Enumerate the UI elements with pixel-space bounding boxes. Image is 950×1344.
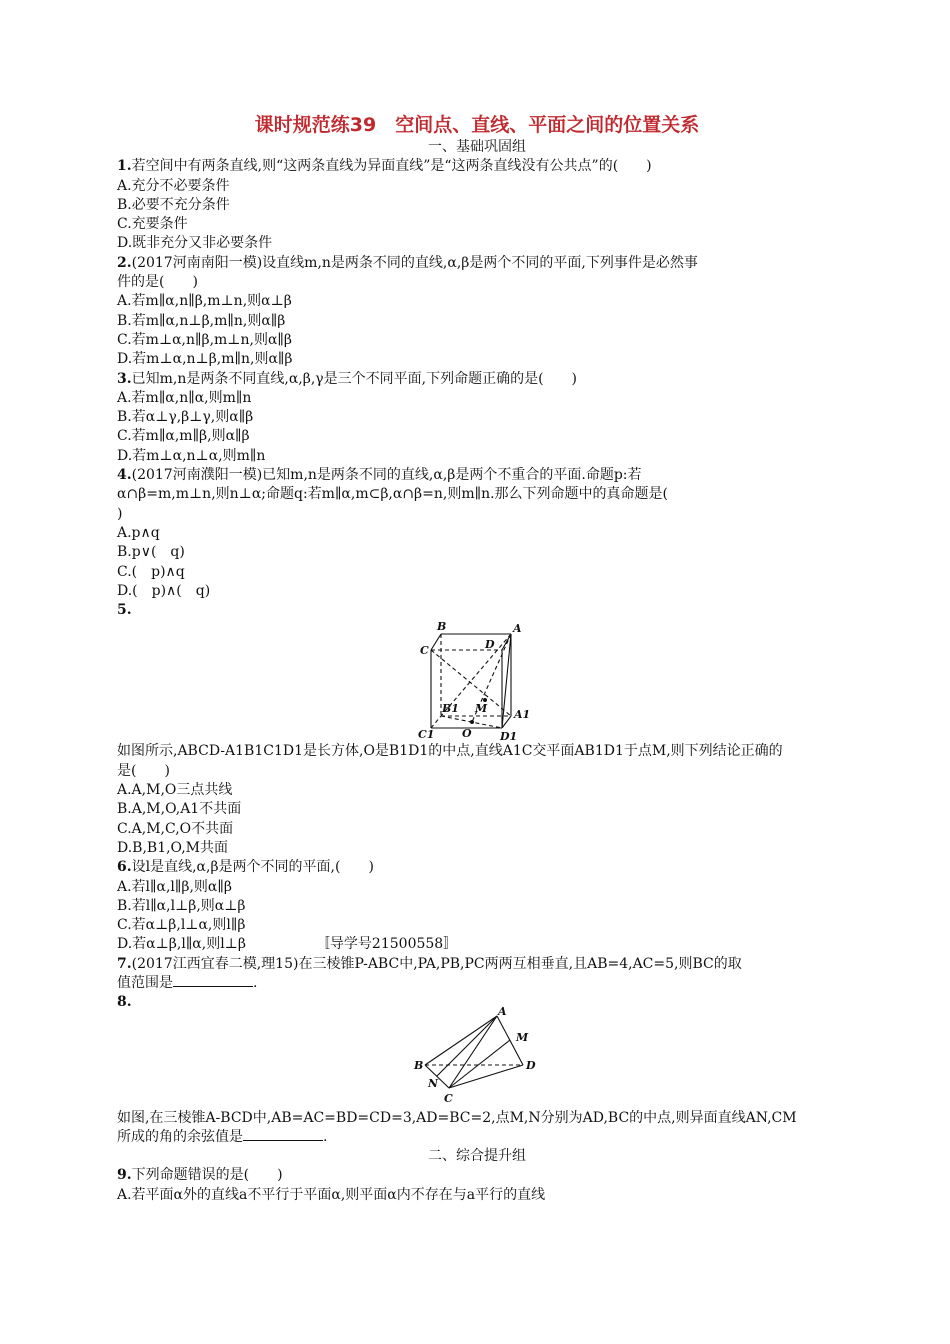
question-6-option-b: B.若l∥α,l⊥β,则α⊥β [117,897,246,914]
question-1-option-b: B.必要不充分条件 [117,196,230,213]
question-5-stem-continued: 是( ) [117,762,170,779]
question-4-option-d: D.( p)∧( q) [117,582,211,599]
question-number: 7. [117,955,132,972]
label-c: C [444,1091,453,1105]
label-d: D [526,1058,536,1072]
question-4-stem [117,466,837,485]
label-d: D [485,638,495,652]
question-number: 1. [117,158,132,175]
question-text: 值范围是 [117,974,173,991]
question-8-stem: 如图,在三棱锥A-BCD中,AB=AC=BD=CD=3,AD=BC=2,点M,N分别为AD,BC的中点,则异面直线AN,CM [117,1109,797,1126]
question-2-option-a: A.若m∥α,n∥β,m⊥n,则α⊥β [117,293,292,310]
question-3-option-d: D.若m⊥α,n⊥α,则m∥n [117,447,266,464]
page-title: 课时规范练39 空间点、直线、平面之间的位置关系 [254,114,700,136]
option-text: D.若α⊥β,l∥α,则l⊥β [117,936,246,953]
label-a: A [513,622,522,636]
question-2-stem-continued: 件的是( ) [117,274,198,291]
question-5-option-a: A.A,M,O三点共线 [117,782,233,799]
question-5-option-c: C.A,M,C,O不共面 [117,820,234,837]
question-3-option-c: C.若m∥α,m∥β,则α∥β [117,428,250,445]
label-c1: C1 [418,728,435,742]
question-text: 若空间中有两条直线,则“这两条直线为异面直线”是“这两条直线没有公共点”的( ) [131,158,652,175]
question-number: 5. [117,602,132,619]
question-5-number [117,601,837,620]
question-1-option-d: D.既非充分又非必要条件 [117,235,273,252]
label-b: B [437,620,447,634]
answer-blank[interactable] [243,1128,323,1141]
tetrahedron-diagram [117,1004,837,1109]
question-2-stem [117,254,837,273]
cuboid-diagram [117,620,837,742]
document-page [117,112,837,1205]
question-number: 4. [117,467,132,484]
question-5-stem: 如图所示,ABCD-A1B1C1D1是长方体,O是B1D1的中点,直线A1C交平面AB1D1于点M,则下列结论正确的 [117,743,783,760]
label-b: B [414,1058,424,1072]
question-6-option-c: C.若α⊥β,l⊥α,则l∥β [117,917,246,934]
question-number: 3. [117,370,132,387]
question-text: . [253,974,258,991]
label-m: M [516,1030,529,1044]
question-2-option-d: D.若m⊥α,n⊥β,m∥n,则α∥β [117,351,293,368]
question-text: (2017江西宜春二模,理15)在三棱锥P-ABC中,PA,PB,PC两两互相垂直,且AB=4,AC=5,则BC的取 [131,955,742,972]
question-4-stem-continued: α∩β=m,m⊥n,则n⊥α;命题q:若m∥α,m⊂β,α∩β=n,则m∥n.那么下列命题中的真命题是( [117,486,669,503]
question-3-stem [117,370,837,389]
question-text: (2017河南濮阳一模)已知m,n是两条不同的直线,α,β是两个不重合的平面.命题p:若 [131,467,642,484]
question-6-option-d [117,935,837,954]
label-d1: D1 [500,730,518,744]
question-6-option-a: A.若l∥α,l∥β,则α∥β [117,878,232,895]
question-2-option-c: C.若m⊥α,n∥β,m⊥n,则α∥β [117,331,292,348]
label-b1: B1 [442,702,459,716]
question-3-option-a: A.若m∥α,n∥α,则m∥n [117,389,252,406]
question-5-option-b: B.A,M,O,A1不共面 [117,801,242,818]
label-a: A [498,1004,507,1018]
question-1-option-c: C.充要条件 [117,216,188,233]
question-number: 6. [117,859,132,876]
label-o: O [462,727,472,741]
question-9-option-a: A.若平面α外的直线a不平行于平面α,则平面α内不存在与a平行的直线 [117,1186,546,1203]
section-heading-basic: 一、基础巩固组 [428,139,526,155]
question-1-stem [117,157,837,176]
question-text: 所成的角的余弦值是 [117,1128,243,1145]
question-text: 下列命题错误的是( ) [131,1167,283,1184]
question-6-stem [117,858,837,877]
label-a1: A1 [514,708,531,722]
question-4-option-c: C.( p)∧q [117,563,185,580]
guide-reference: 〚导学号21500558〛 [315,936,458,953]
cuboid-figure [117,620,837,742]
question-7-stem-continued [117,974,837,993]
question-number: 8. [117,994,132,1011]
question-text: . [323,1128,328,1145]
label-m: M [475,702,488,716]
question-text: 已知m,n是两条不同直线,α,β,γ是三个不同平面,下列命题正确的是( ) [131,370,578,387]
question-8-stem-continued [117,1128,837,1147]
question-3-option-b: B.若α⊥γ,β⊥γ,则α∥β [117,409,254,426]
question-4-option-a: A.p∧q [117,524,160,541]
question-1-option-a: A.充分不必要条件 [117,177,230,194]
question-8-number [117,993,837,1012]
question-number: 2. [117,254,132,271]
question-7-stem [117,955,837,974]
answer-blank[interactable] [173,974,253,987]
tetrahedron-figure [117,1004,837,1109]
label-c: C [420,644,429,658]
question-2-option-b: B.若m∥α,n⊥β,m∥n,则α∥β [117,312,286,329]
section-heading-comprehensive: 二、综合提升组 [428,1148,526,1165]
question-9-stem [117,1166,837,1185]
question-4-option-b: B.p∨( q) [117,544,185,561]
question-text: 设l是直线,α,β是两个不同的平面,( ) [131,859,374,876]
question-text: (2017河南南阳一模)设直线m,n是两条不同的直线,α,β是两个不同的平面,下列事件是必然事 [131,254,698,271]
question-4-stem-end: ) [117,505,123,522]
label-n: N [428,1076,439,1090]
question-number: 9. [117,1167,132,1184]
question-5-option-d: D.B,B1,O,M共面 [117,839,229,856]
